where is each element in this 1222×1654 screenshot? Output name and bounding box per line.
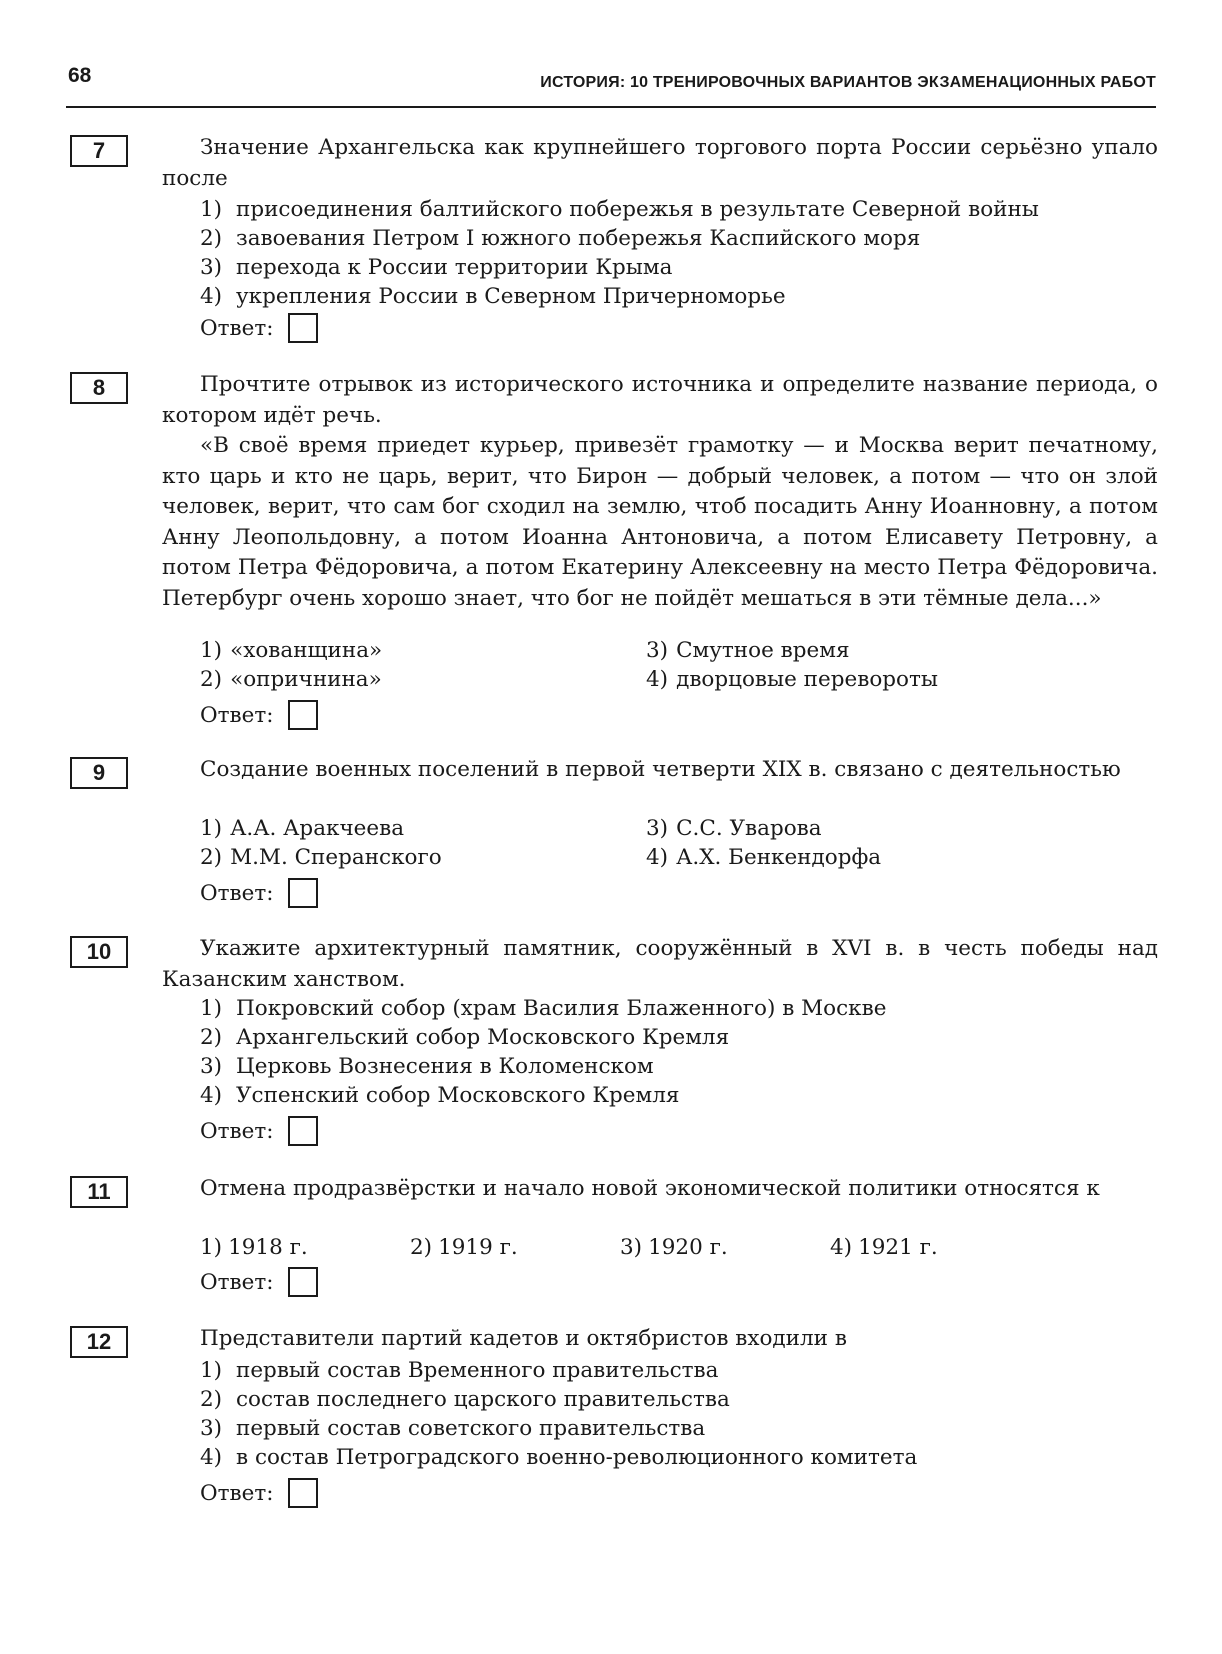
option-2: 2) Архангельский собор Московского Кремля [200, 1025, 730, 1050]
question-text: Отмена продразвёрстки и начало новой экономической политики относятся к [200, 1176, 1100, 1201]
answer-box[interactable] [288, 700, 318, 730]
question-number: 9 [70, 757, 128, 789]
option-3: 3) перехода к России территории Крыма [200, 255, 673, 280]
answer-label: Ответ: [200, 1481, 274, 1506]
question-number: 11 [70, 1176, 128, 1208]
answer-label: Ответ: [200, 1270, 274, 1295]
question-text: Прочтите отрывок из исторического источника и определите название периода, о котором идёт речь. [162, 372, 1158, 428]
page-number: 68 [68, 64, 92, 87]
option-4: 4) 1921 г. [830, 1235, 938, 1260]
answer-row [200, 1267, 274, 1299]
option-1: 1) А.А. Аракчеева [200, 816, 405, 841]
running-title: ИСТОРИЯ: 10 ТРЕНИРОВОЧНЫХ ВАРИАНТОВ ЭКЗАМЕНАЦИОННЫХ РАБОТ [540, 74, 1156, 91]
option-4: 4) Успенский собор Московского Кремля [200, 1083, 680, 1108]
answer-label: Ответ: [200, 881, 274, 906]
answer-row [200, 313, 274, 345]
option-4: 4) дворцовые перевороты [646, 667, 938, 692]
option-2: 2) М.М. Сперанского [200, 845, 442, 870]
option-3: 3) 1920 г. [620, 1235, 728, 1260]
answer-box[interactable] [288, 1116, 318, 1146]
option-3: 3) первый состав советского правительства [200, 1416, 706, 1441]
option-2: 2) состав последнего царского правительства [200, 1387, 730, 1412]
option-1: 1) присоединения балтийского побережья в результате Северной войны [200, 197, 1039, 222]
option-4: 4) А.Х. Бенкендорфа [646, 845, 882, 870]
answer-row [200, 1478, 274, 1510]
answer-label: Ответ: [200, 1119, 274, 1144]
question-text: Представители партий кадетов и октябристов входили в [200, 1326, 847, 1351]
option-2: 2) завоевания Петром I южного побережья Каспийского моря [200, 226, 921, 251]
question-number: 7 [70, 135, 128, 167]
answer-row [200, 878, 274, 910]
answer-row [200, 700, 274, 732]
question-text: Укажите архитектурный памятник, сооружённый в XVI в. в честь победы над Казанским ханством. [162, 936, 1158, 992]
answer-label: Ответ: [200, 316, 274, 341]
answer-box[interactable] [288, 1267, 318, 1297]
question-number: 10 [70, 936, 128, 968]
option-1: 1) 1918 г. [200, 1235, 308, 1260]
question-text: Значение Архангельска как крупнейшего торгового порта России серьёзно упало после [162, 135, 1158, 191]
option-2: 2) 1919 г. [410, 1235, 518, 1260]
question-number: 8 [70, 372, 128, 404]
answer-label: Ответ: [200, 703, 274, 728]
question-body [162, 370, 1158, 614]
answer-box[interactable] [288, 1478, 318, 1508]
answer-row [200, 1116, 274, 1148]
page-header [0, 0, 1222, 110]
answer-box[interactable] [288, 878, 318, 908]
source-quote: «В своё время приедет курьер, привезёт грамотку — и Москва верит печатному, кто царь и кто не царь, верит, что Бирон — добрый человек, а потом — что он злой человек, верит, что сам бог сходил на землю, чтоб посадить Анну Иоанновну, а потом Анну Леопольдовну, а потом Иоанна Антоновича, а потом Елисавету Петровну, а потом Петра Фёдоровича, а потом Екатерину Алексеевну на место Петра Фёдоровича. Петербург очень хорошо знает, что бог не пойдёт мешаться в эти тёмные дела...» [162, 433, 1158, 611]
question-text: Создание военных поселений в первой четверти XIX в. связано с деятельностью [200, 757, 1121, 782]
option-4: 4) в состав Петроградского военно-революционного комитета [200, 1445, 918, 1470]
option-4: 4) укрепления России в Северном Причерноморье [200, 284, 786, 309]
question-number: 12 [70, 1326, 128, 1358]
option-2: 2) «опричнина» [200, 667, 382, 692]
option-3: 3) Церковь Вознесения в Коломенском [200, 1054, 654, 1079]
option-1: 1) «хованщина» [200, 638, 383, 663]
option-1: 1) первый состав Временного правительства [200, 1358, 719, 1383]
header-divider [66, 106, 1156, 108]
option-1: 1) Покровский собор (храм Василия Блаженного) в Москве [200, 996, 887, 1021]
option-3: 3) С.С. Уварова [646, 816, 822, 841]
option-3: 3) Смутное время [646, 638, 850, 663]
answer-box[interactable] [288, 313, 318, 343]
